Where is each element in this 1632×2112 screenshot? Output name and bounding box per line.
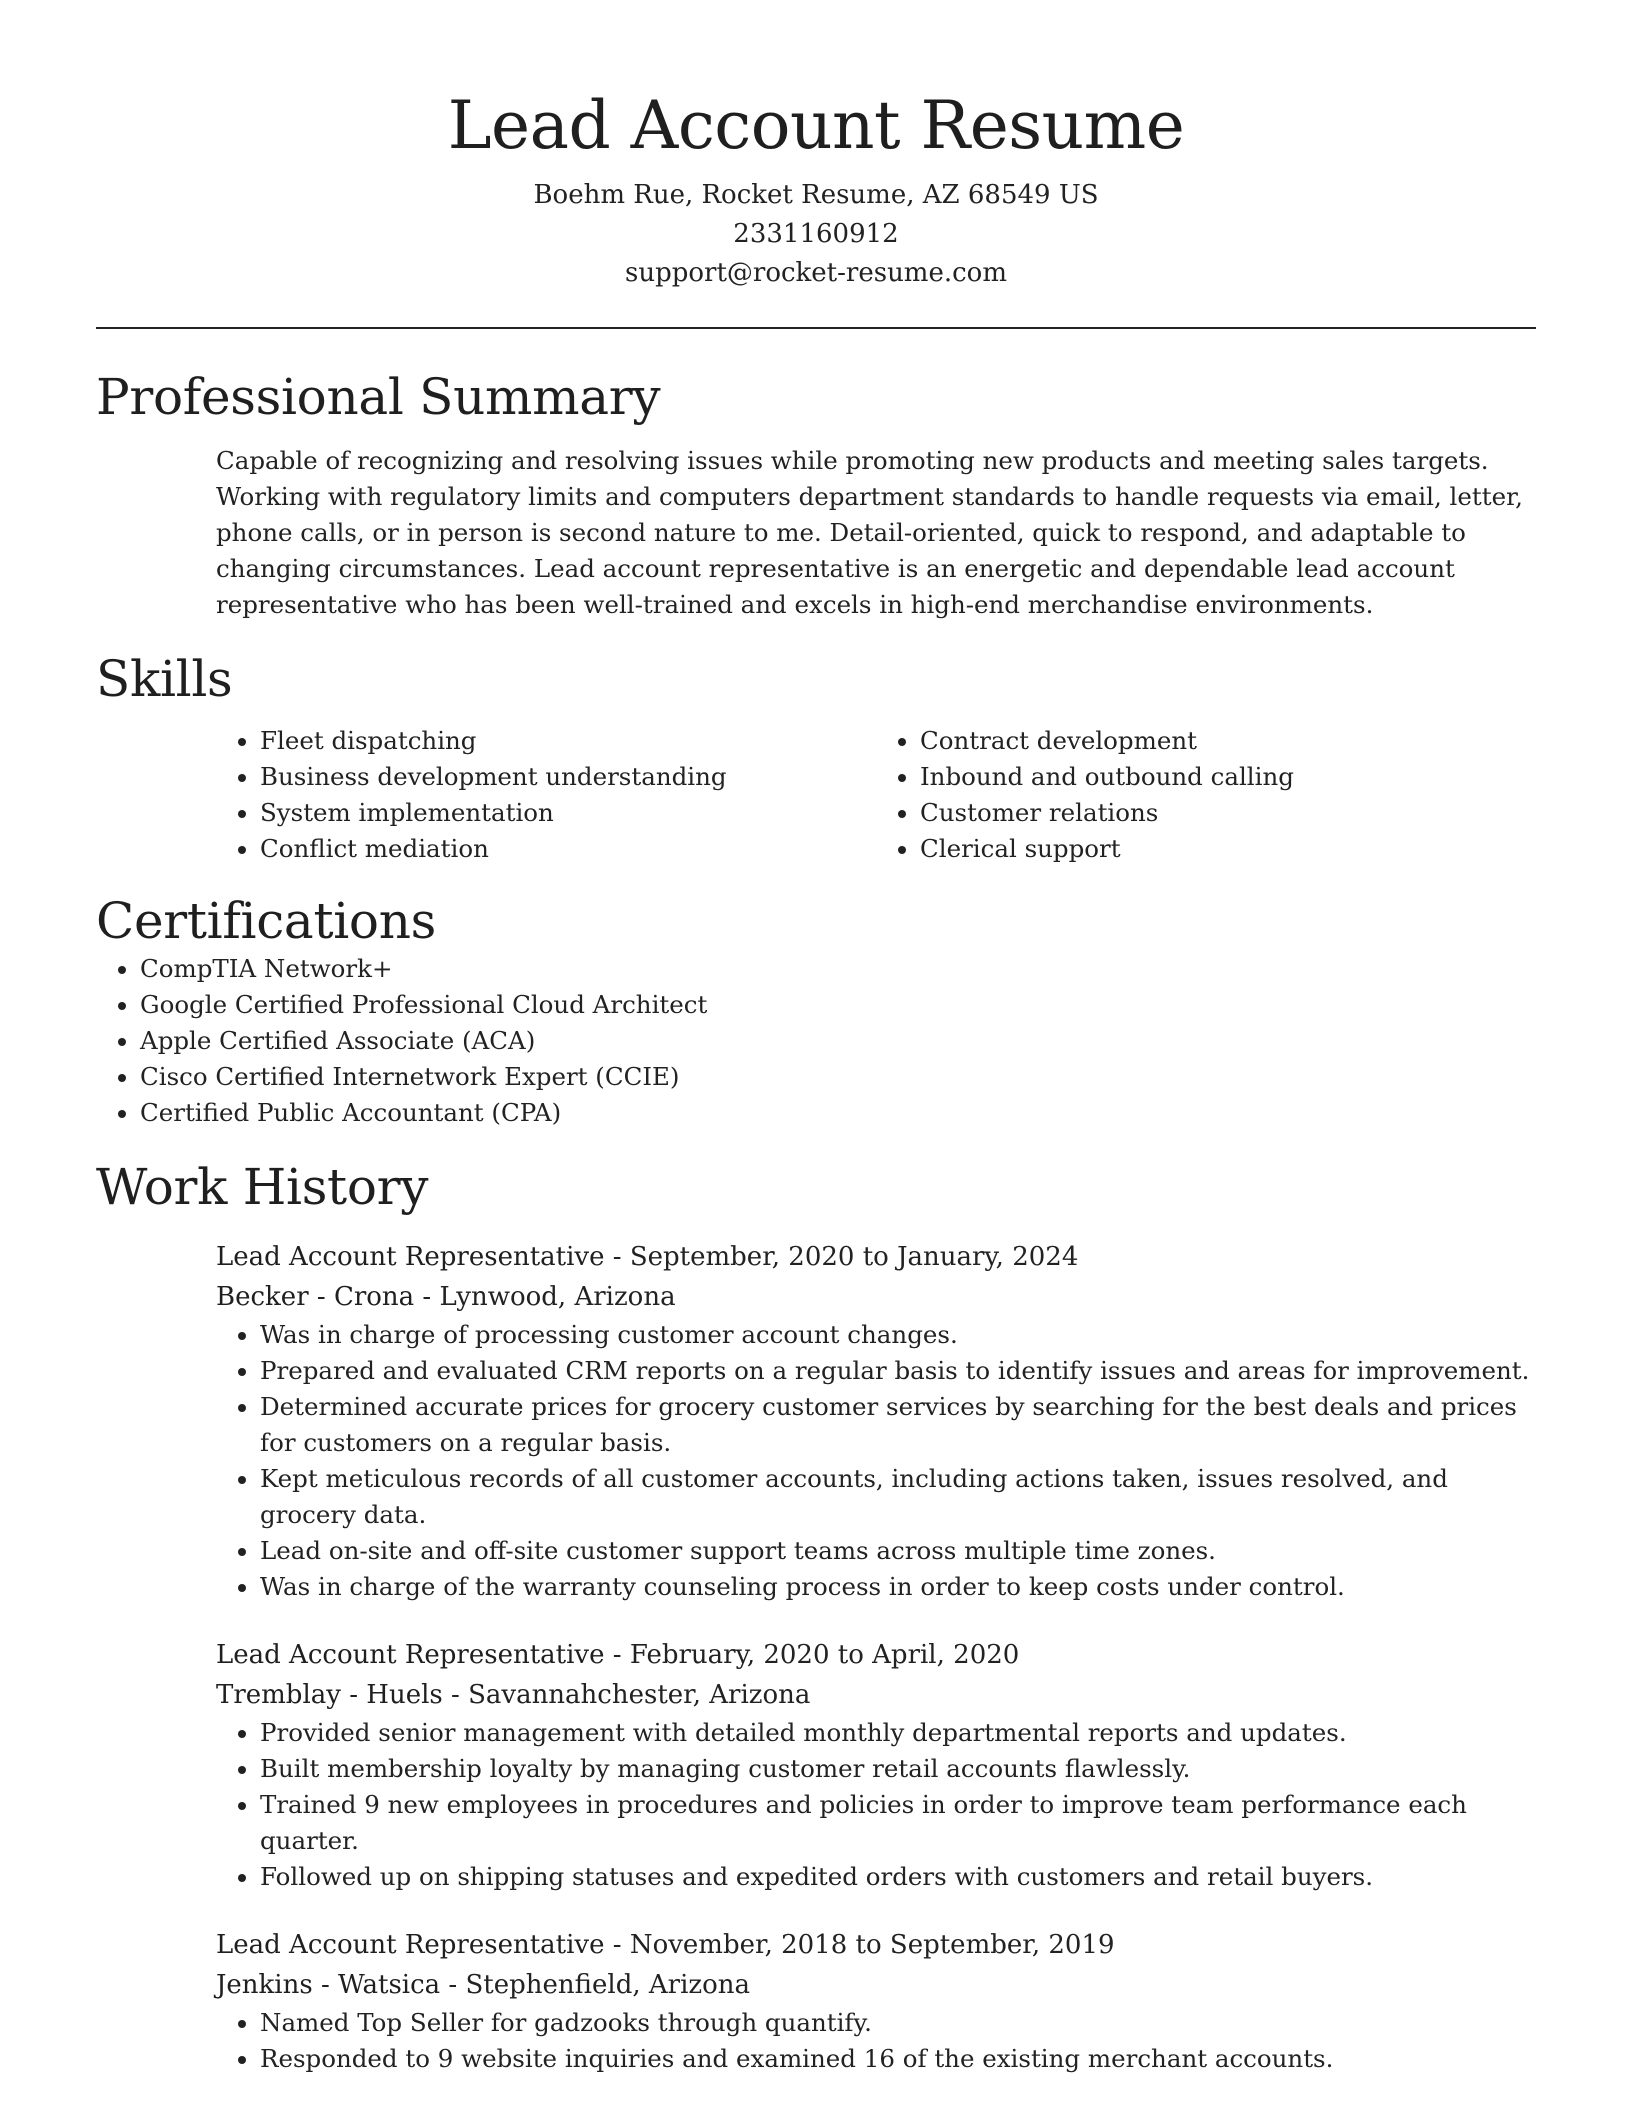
job-dates: - September, 2020 to January, 2024 bbox=[604, 1242, 1079, 1272]
job-company-line bbox=[216, 1277, 1536, 1317]
job-bullet: • Provided senior management with detailed monthly departmental reports and updates. bbox=[260, 1715, 1536, 1751]
job-bullet: • Trained 9 new employees in procedures and policies in order to improve team performance each quarter. bbox=[260, 1787, 1536, 1859]
contact-block bbox=[96, 176, 1536, 293]
job-bullet: • Followed up on shipping statuses and expedited orders with customers and retail buyers. bbox=[260, 1859, 1536, 1895]
certification-item: • Apple Certified Associate (ACA) bbox=[140, 1023, 1536, 1059]
job-entry bbox=[216, 1925, 1536, 2077]
skills-column-right bbox=[876, 723, 1536, 867]
job-bullets bbox=[216, 2005, 1536, 2077]
certifications-list bbox=[96, 951, 1536, 1131]
job-bullets bbox=[216, 1715, 1536, 1895]
section-heading-summary: Professional Summary bbox=[96, 368, 661, 426]
job-company: Becker - Crona bbox=[216, 1282, 415, 1312]
job-bullets bbox=[216, 1317, 1536, 1605]
job-location: - Lynwood, Arizona bbox=[414, 1282, 676, 1312]
contact-email: support@rocket-resume.com bbox=[624, 258, 1007, 288]
contact-phone: 2331160912 bbox=[733, 219, 899, 249]
job-entry bbox=[216, 1237, 1536, 1605]
job-title: Lead Account Representative bbox=[216, 1242, 605, 1272]
certification-item: • CompTIA Network+ bbox=[140, 951, 1536, 987]
summary-text: Capable of recognizing and resolving issues while promoting new products and meeting sales targets. Working with regulatory limits and computers department standards to handle requests via email, letter, phone calls, or in person is second nature to me. Detail-oriented, quick to respond, and adaptable to changing circumstances. Lead account representative is an energetic and dependable lead account representative who has been well-trained and excels in high-end merchandise environments. bbox=[216, 446, 1523, 619]
skill-item: • Fleet dispatching bbox=[260, 723, 876, 759]
job-title-line bbox=[216, 1925, 1536, 1965]
job-location: - Savannahchester, Arizona bbox=[442, 1680, 811, 1710]
job-company-line bbox=[216, 1675, 1536, 1715]
skills-grid bbox=[216, 723, 1536, 867]
job-bullet: • Determined accurate prices for grocery customer services by searching for the best deals and prices for customers on a regular basis. bbox=[260, 1389, 1536, 1461]
certification-item: • Google Certified Professional Cloud Architect bbox=[140, 987, 1536, 1023]
job-title: Lead Account Representative bbox=[216, 1640, 605, 1670]
job-bullet: • Prepared and evaluated CRM reports on a regular basis to identify issues and areas for improvement. bbox=[260, 1353, 1536, 1389]
certification-item: • Cisco Certified Internetwork Expert (CCIE) bbox=[140, 1059, 1536, 1095]
job-company: Jenkins - Watsica bbox=[216, 1970, 441, 2000]
job-bullet: • Responded to 9 website inquiries and examined 16 of the existing merchant accounts. bbox=[260, 2041, 1536, 2077]
job-location: - Stephenfield, Arizona bbox=[440, 1970, 750, 2000]
section-heading-work-history: Work History bbox=[96, 1158, 429, 1216]
skill-item: • Customer relations bbox=[920, 795, 1536, 831]
section-heading-certifications: Certifications bbox=[96, 892, 436, 950]
skills-column-left bbox=[216, 723, 876, 867]
resume-page bbox=[96, 0, 1536, 2077]
job-bullet: • Kept meticulous records of all customer accounts, including actions taken, issues resolved, and grocery data. bbox=[260, 1461, 1536, 1533]
job-dates: - November, 2018 to September, 2019 bbox=[604, 1930, 1115, 1960]
certifications-section bbox=[96, 891, 1536, 1131]
job-dates: - February, 2020 to April, 2020 bbox=[604, 1640, 1020, 1670]
job-bullet: • Built membership loyalty by managing customer retail accounts flawlessly. bbox=[260, 1751, 1536, 1787]
job-bullet: • Was in charge of the warranty counseling process in order to keep costs under control. bbox=[260, 1569, 1536, 1605]
job-entry bbox=[216, 1635, 1536, 1895]
job-title-line bbox=[216, 1237, 1536, 1277]
skill-item: • Contract development bbox=[920, 723, 1536, 759]
job-bullet: • Named Top Seller for gadzooks through quantify. bbox=[260, 2005, 1536, 2041]
section-heading-skills: Skills bbox=[96, 650, 233, 708]
resume-title: Lead Account Resume bbox=[447, 87, 1185, 164]
header-divider bbox=[96, 327, 1536, 329]
job-title-line bbox=[216, 1635, 1536, 1675]
skill-item: • Conflict mediation bbox=[260, 831, 876, 867]
skills-section bbox=[96, 649, 1536, 867]
skill-item: • System implementation bbox=[260, 795, 876, 831]
skill-item: • Business development understanding bbox=[260, 759, 876, 795]
job-bullet: • Lead on-site and off-site customer support teams across multiple time zones. bbox=[260, 1533, 1536, 1569]
skill-item: • Clerical support bbox=[920, 831, 1536, 867]
skill-item: • Inbound and outbound calling bbox=[920, 759, 1536, 795]
certification-item: • Certified Public Accountant (CPA) bbox=[140, 1095, 1536, 1131]
contact-address: Boehm Rue, Rocket Resume, AZ 68549 US bbox=[533, 180, 1099, 210]
job-title: Lead Account Representative bbox=[216, 1930, 605, 1960]
resume-header bbox=[96, 0, 1536, 293]
job-company-line bbox=[216, 1965, 1536, 2005]
job-company: Tremblay - Huels bbox=[216, 1680, 443, 1710]
job-bullet: • Was in charge of processing customer account changes. bbox=[260, 1317, 1536, 1353]
work-history-section bbox=[96, 1157, 1536, 2077]
professional-summary-section bbox=[96, 367, 1536, 623]
